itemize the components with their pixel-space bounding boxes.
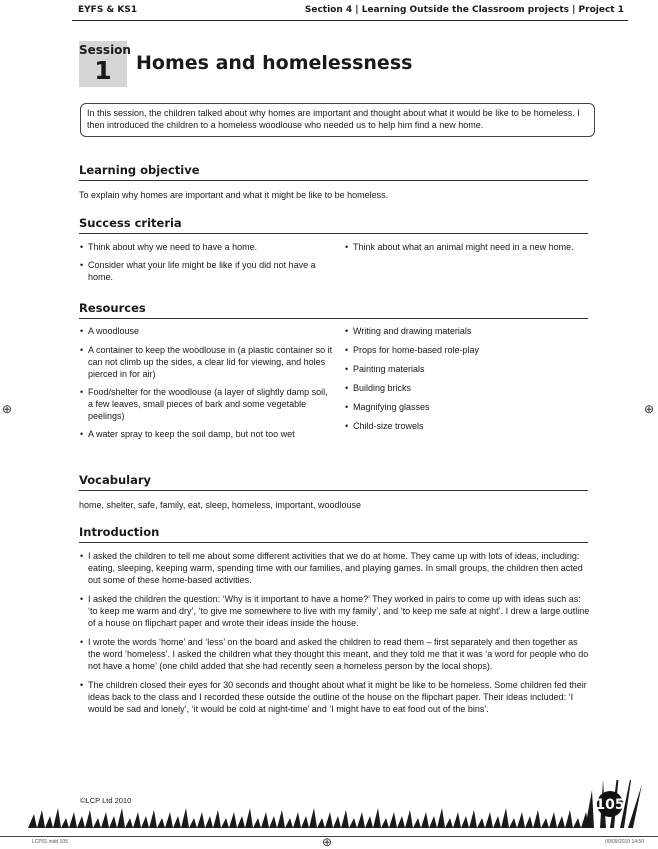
running-header xyxy=(72,0,628,21)
registration-mark-icon: ⊕ xyxy=(643,402,654,416)
list-item: • A container to keep the woodlouse in (a plastic container so it can not climb up the sides, a clear lid for viewing, and holes pierced in for air) xyxy=(79,344,334,380)
page-title: Homes and homelessness xyxy=(136,52,413,74)
list-item: • A water spray to keep the soil damp, but not too wet xyxy=(79,428,334,440)
list-item: • A woodlouse xyxy=(79,325,334,337)
page-number: 105 xyxy=(595,797,625,813)
vocabulary-text: home, shelter, safe, family, eat, sleep, homeless, important, woodlouse xyxy=(79,500,361,510)
resources-left xyxy=(79,325,334,446)
registration-mark-icon: ⊕ xyxy=(2,402,13,416)
introduction-list xyxy=(79,550,591,722)
list-item: • Painting materials xyxy=(344,363,594,375)
list-item: • Writing and drawing materials xyxy=(344,325,594,337)
slug-right: 09/09/2010 14:50 xyxy=(605,839,644,845)
learning-objective-heading: Learning objective xyxy=(79,163,588,181)
copyright: ©LCP Ltd 2010 xyxy=(80,796,132,805)
list-item: • Child-size trowels xyxy=(344,420,594,432)
intro-box: In this session, the children talked about why homes are important and thought about what it would be like to be homeless. I then introduced the children to a homeless woodlouse who needed us to help him find a new home. xyxy=(80,103,595,137)
success-criteria-heading: Success criteria xyxy=(79,216,588,234)
success-criteria-right xyxy=(344,241,594,259)
registration-mark-icon: ⊕ xyxy=(322,835,333,849)
list-item: • Food/shelter for the woodlouse (a layer of slightly damp soil, a few leaves, small pieces of bark and some vegetable peelings) xyxy=(79,386,334,422)
list-item: • Think about what an animal might need in a new home. xyxy=(344,241,594,253)
session-badge xyxy=(79,41,131,87)
success-criteria-left xyxy=(79,241,334,289)
vocabulary-heading: Vocabulary xyxy=(79,473,588,491)
header-right: Section 4 | Learning Outside the Classroom projects | Project 1 xyxy=(304,5,624,15)
list-item: • I wrote the words ‘home’ and ‘less’ on the board and asked the children to read them – first separately and then together as the word ‘homeless’. I asked the children what they thought this meant, and they told me that it was ‘a word for people who do not have a home’ (one child added that she had recently seen a homeless person by the local shops). xyxy=(79,636,591,672)
learning-objective-text: To explain why homes are important and what it might be like to be homeless. xyxy=(79,190,389,200)
header-left: EYFS & KS1 xyxy=(78,5,138,15)
resources-heading: Resources xyxy=(79,301,588,319)
list-item: • Magnifying glasses xyxy=(344,401,594,413)
list-item: • Props for home-based role-play xyxy=(344,344,594,356)
session-number: 1 xyxy=(94,56,112,85)
resources-right xyxy=(344,325,594,439)
list-item: • Consider what your life might be like if you did not have a home. xyxy=(79,259,334,283)
session-label: Session xyxy=(79,43,131,57)
list-item: • The children closed their eyes for 30 seconds and thought about what it might be like to be homeless. Some children fed their ideas back to the class and I recorded these outside the outline of the house on the flipchart paper. Their ideas included: ‘I would be sad and lonely’, ‘it would be cold at night-time’ and ‘I might have to eat food out of the bins’. xyxy=(79,679,591,715)
introduction-heading: Introduction xyxy=(79,525,588,543)
list-item: • Building bricks xyxy=(344,382,594,394)
list-item: • I asked the children to tell me about some different activities that we do at home. They came up with lots of ideas, including: eating, sleeping, keeping warm, spending time with our families, and playing games. In small groups, the children then acted out some of these home-based activities. xyxy=(79,550,591,586)
slug-left: LCP01.indd 105 xyxy=(32,839,68,845)
list-item: • Think about why we need to have a home. xyxy=(79,241,334,253)
list-item: • I asked the children the question: ‘Why is it important to have a home?’ They worked in pairs to come up with ideas such as: ‘to keep me warm and dry’, ‘to give me somewhere to live with my family’, and ‘to keep me safe at night’. I drew a large outline of a house on flipchart paper and wrote their ideas inside the house. xyxy=(79,593,591,629)
